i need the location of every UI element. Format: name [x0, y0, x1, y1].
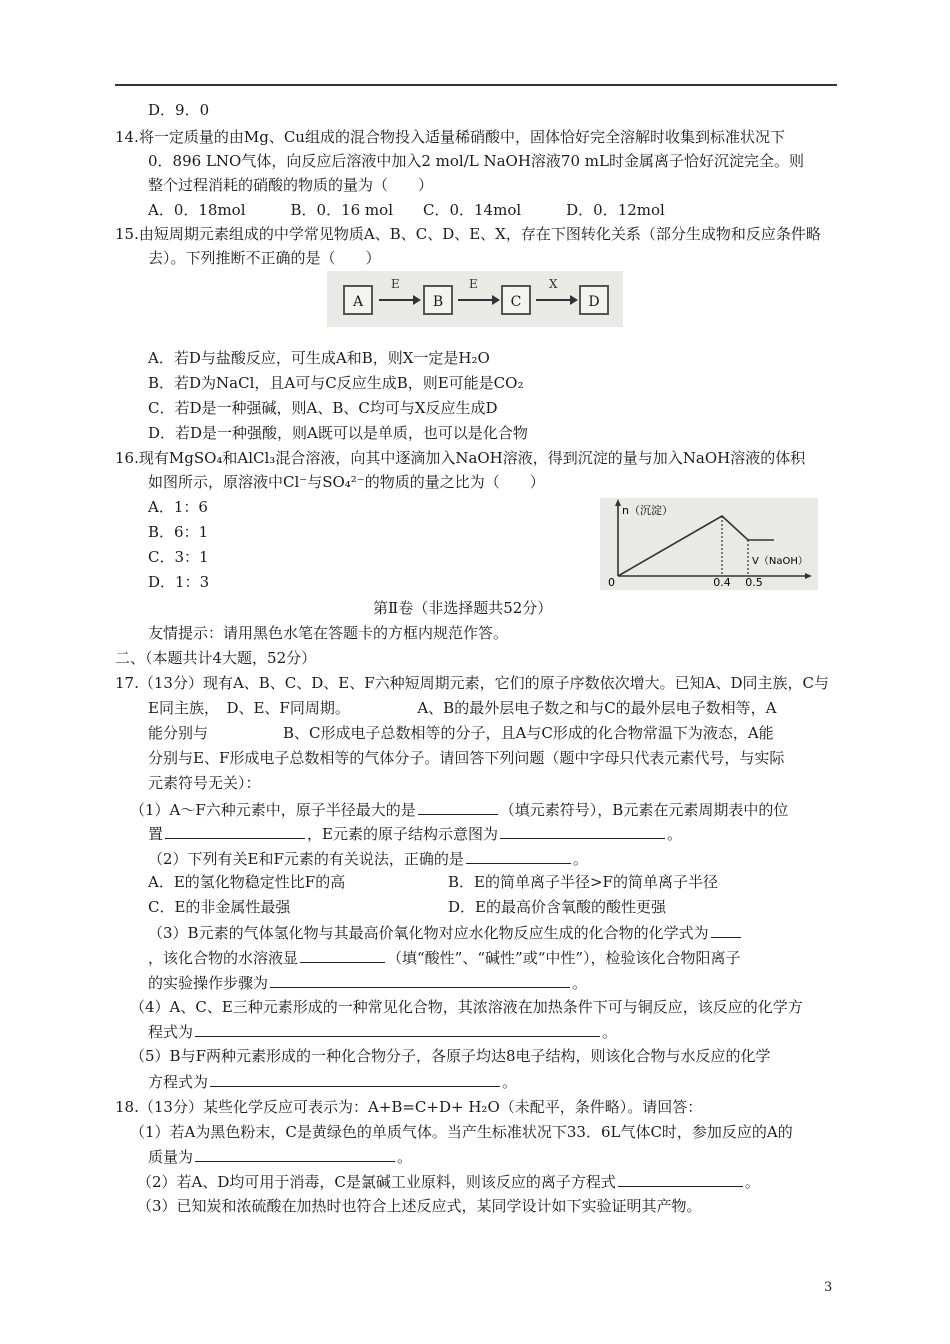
q18-part2 — [137, 1171, 760, 1192]
q18-part3: （3）已知炭和浓硫酸在加热时也符合上述反应式，某同学设计如下实验证明其产物。 — [137, 1197, 702, 1215]
chart-x-label: V（NaOH） — [752, 556, 808, 567]
q17-part4-cont — [148, 1021, 617, 1042]
q17-p1-text: ，E元素的原子结构示意图为 — [307, 825, 498, 843]
flow-diagram — [327, 271, 623, 327]
q17-p5-text: 。 — [502, 1073, 518, 1091]
chart-y-label: n（沉淀） — [622, 504, 673, 517]
q14-line: 0．896 LNO气体，向反应后溶液中加入2 mol/L NaOH溶液70 mL时金属离子恰好沉淀完全。则 — [148, 152, 804, 170]
q15-option-c: C．若D是一种强碱，则A、B、C均可与X反应生成D — [148, 399, 498, 417]
chart-series-line — [618, 516, 774, 576]
flow-arrow-label: E — [469, 277, 478, 291]
q16-option-d: D．1：3 — [148, 573, 210, 591]
page-number: 3 — [824, 1280, 833, 1295]
q15-option-d: D．若D是一种强酸，则A既可以是单质，也可以是化合物 — [148, 424, 528, 442]
q17-part3-cont — [148, 972, 587, 993]
q17-p2-option-b: B．E的简单离子半径>F的简单离子半径 — [448, 873, 718, 891]
part-heading: 二、（本题共计4大题，52分） — [115, 649, 317, 667]
q16-option-c: C．3：1 — [148, 548, 209, 566]
chart-x-tick: 0.5 — [745, 576, 763, 589]
flow-box-c: C — [501, 285, 531, 315]
flow-arrow — [379, 299, 419, 301]
q17-p2-option-c: C．E的非金属性最强 — [148, 898, 291, 916]
answer-blank[interactable] — [711, 922, 741, 938]
q15-option-a: A．若D与盐酸反应，可生成A和B，则X一定是H₂O — [148, 349, 490, 367]
flow-box-a: A — [343, 285, 373, 315]
q17-part2 — [148, 848, 588, 869]
q14-line: 整个过程消耗的硝酸的物质的量为（ ） — [148, 176, 434, 194]
flow-box-d: D — [579, 285, 609, 315]
flow-arrow — [458, 299, 498, 301]
q17-p4-text: 。 — [602, 1023, 618, 1041]
q17-part3 — [148, 922, 743, 943]
q17-part3-cont — [148, 947, 741, 968]
section-title: 第Ⅱ卷（非选择题共52分） — [373, 599, 553, 617]
q18-part1-cont — [148, 1146, 412, 1167]
answer-blank[interactable] — [195, 1021, 600, 1037]
q17-part1-cont — [148, 823, 682, 844]
q17-p5-text: 方程式为 — [148, 1073, 209, 1091]
answer-blank[interactable] — [300, 947, 385, 963]
chart-origin-label: 0 — [608, 576, 615, 589]
answer-blank[interactable] — [618, 1171, 743, 1187]
q17-p3-text: （3）B元素的气体氢化物与其最高价氧化物对应水化物反应生成的化合物的化学式为 — [148, 924, 709, 942]
q16-line: 16.现有MgSO₄和AlCl₃混合溶液，向其中逐滴加入NaOH溶液，得到沉淀的量与加入NaOH溶液的体积 — [115, 449, 806, 467]
flow-arrow — [536, 299, 576, 301]
q18-p2-text: 。 — [744, 1173, 760, 1191]
header-rule — [115, 84, 837, 86]
answer-blank[interactable] — [195, 1146, 395, 1162]
q17-p3-text: ，该化合物的水溶液显 — [148, 949, 299, 967]
q17-part1 — [130, 799, 788, 820]
q18-p1-text: 。 — [397, 1148, 413, 1166]
q17-line: E同主族， D、E、F同周期。 A、B的最外层电子数之和与C的最外层电子数相等，A — [148, 699, 777, 717]
answer-blank[interactable] — [466, 848, 571, 864]
q17-part5: （5）B与F两种元素形成的一种化合物分子，各原子均达8电子结构，则该化合物与水反应的化学 — [130, 1047, 771, 1065]
q17-p4-text: 程式为 — [148, 1023, 194, 1041]
q17-part4: （4）A、C、E三种元素形成的一种常见化合物，其浓溶液在加热条件下可与铜反应，该反应的化学方 — [130, 998, 803, 1016]
q17-line: 分别与E、F形成电子总数相等的气体分子。请回答下列问题（题中字母只代表元素代号，与实际 — [148, 749, 785, 767]
q17-line: 能分别与 B、C形成电子总数相等的分子，且A与C形成的化合物常温下为液态，A能 — [148, 724, 774, 742]
q17-line: 17.（13分）现有A、B、C、D、E、F六种短周期元素，它们的原子序数依次增大。已知A、D同主族，C与 — [115, 674, 829, 692]
chart-y-arrowhead — [615, 499, 621, 506]
q18-p2-text: （2）若A、D均可用于消毒，C是氯碱工业原料，则该反应的离子方程式 — [137, 1173, 616, 1191]
q16-option-b: B．6：1 — [148, 523, 209, 541]
option-line: D．9．0 — [148, 101, 210, 119]
q17-p2-text: 。 — [572, 850, 588, 868]
q17-part5-cont — [148, 1071, 517, 1092]
q14-options: A．0．18mol B．0．16 mol C．0．14mol D．0．12mol — [148, 201, 665, 219]
q15-option-b: B．若D为NaCl，且A可与C反应生成B，则E可能是CO₂ — [148, 374, 524, 392]
q17-p3-text: （填“酸性”、“碱性”或“中性”），检验该化合物阳离子 — [387, 949, 741, 967]
q15-line: 15.由短周期元素组成的中学常见物质A、B、C、D、E、X，存在下图转化关系（部分生成物和反应条件略 — [115, 225, 821, 243]
precipitate-chart — [600, 498, 818, 590]
q16-option-a: A．1：6 — [148, 498, 208, 516]
q17-p2-option-d: D．E的最高价含氧酸的酸性更强 — [448, 898, 666, 916]
q17-p3-text: 的实验操作步骤为 — [148, 974, 269, 992]
q17-p3-text: 。 — [572, 974, 588, 992]
q17-p1-text: （1）A～F六种元素中，原子半径最大的是 — [130, 801, 416, 819]
answer-blank[interactable] — [270, 972, 570, 988]
q14-line: 14.将一定质量的由Mg、Cu组成的混合物投入适量稀硝酸中，固体恰好完全溶解时收集到标准状况下 — [115, 128, 785, 146]
q16-line: 如图所示，原溶液中Cl⁻与SO₄²⁻的物质的量之比为（ ） — [148, 473, 545, 491]
flow-arrow-label: E — [391, 277, 400, 291]
q17-p1-text: 置 — [148, 825, 164, 843]
flow-arrow-label: X — [549, 277, 558, 291]
q17-line: 元素符号无关）： — [148, 774, 261, 792]
q17-p1-text: 。 — [666, 825, 682, 843]
tip-line: 友情提示：请用黑色水笔在答题卡的方框内规范作答。 — [148, 624, 509, 642]
q17-p2-text: （2）下列有关E和F元素的有关说法，正确的是 — [148, 850, 464, 868]
q17-p2-option-a: A．E的氢化物稳定性比F的高 — [148, 873, 346, 891]
answer-blank[interactable] — [165, 823, 305, 839]
q15-line: 去）。下列推断不正确的是（ ） — [148, 249, 381, 267]
answer-blank[interactable] — [418, 799, 498, 815]
q18-part1: （1）若A为黑色粉末，C是黄绿色的单质气体。当产生标准状况下33．6L气体C时，参加反应的A的 — [130, 1123, 793, 1141]
answer-blank[interactable] — [500, 823, 665, 839]
flow-box-b: B — [423, 285, 453, 315]
chart-x-arrowhead — [805, 573, 812, 579]
q18-p1-text: 质量为 — [148, 1148, 194, 1166]
chart-x-tick: 0.4 — [713, 576, 731, 589]
q17-p1-text: （填元素符号），B元素在元素周期表中的位 — [499, 801, 789, 819]
q18-line: 18.（13分）某些化学反应可表示为：A+B=C+D+ H₂O（未配平，条件略）。请回答： — [115, 1098, 703, 1116]
answer-blank[interactable] — [210, 1071, 500, 1087]
